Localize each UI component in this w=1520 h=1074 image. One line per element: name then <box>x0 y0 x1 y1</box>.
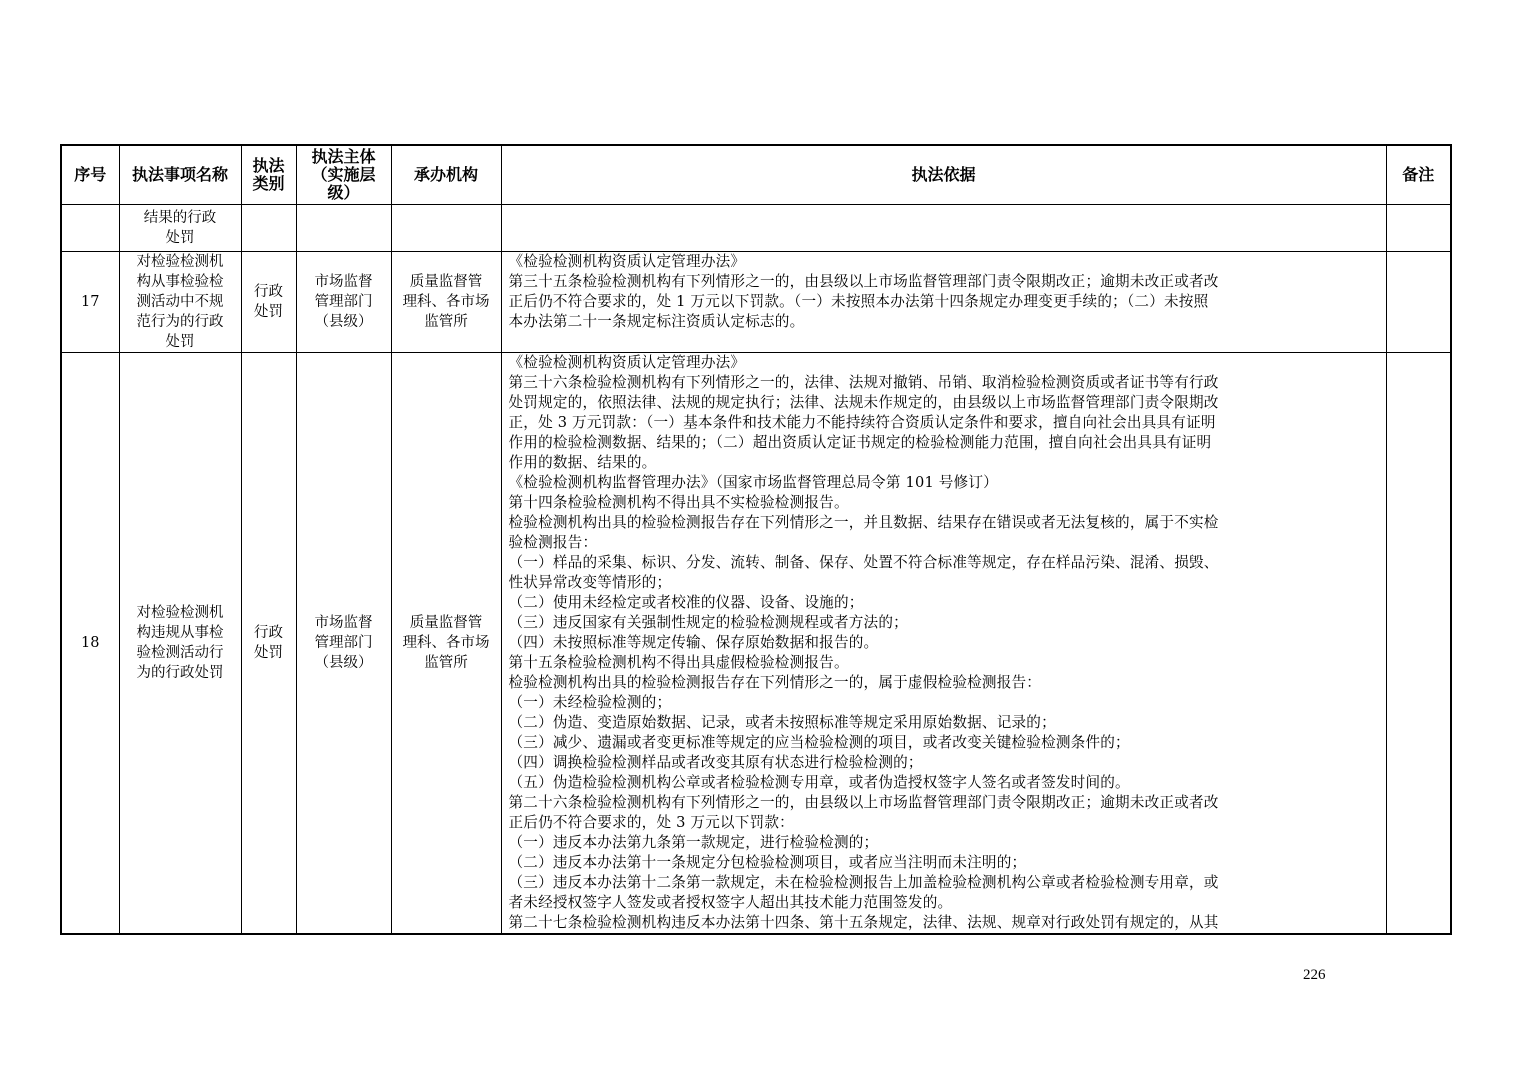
cell-office: 质量监督管 理科、各市场 监管所 <box>391 252 501 353</box>
header-no: 序号 <box>61 145 119 205</box>
basis-line: 验检测报告： <box>508 534 598 551</box>
basis-line: 正后仍不符合要求的，处 3 万元以下罚款： <box>508 814 794 831</box>
cell-no: 18 <box>61 353 119 935</box>
basis-line: 第三十六条检验检测机构有下列情形之一的，法律、法规对撤销、吊销、取消检验检测资质或者证书等有行政 <box>508 374 1219 391</box>
basis-line: （一）违反本办法第九条第一款规定，进行检验检测的； <box>508 834 879 851</box>
table-row-continued <box>61 205 1451 252</box>
cell-category: 行政 处罚 <box>241 252 296 353</box>
basis-line: 第二十六条检验检测机构有下列情形之一的，由县级以上市场监督管理部门责令限期改正；逾期未改正或者改 <box>508 794 1219 811</box>
enforcement-table <box>60 144 1452 935</box>
basis-line: （四）调换检验检测样品或者改变其原有状态进行检验检测的； <box>508 754 923 771</box>
cell-category <box>241 205 296 252</box>
basis-line: 检验检测机构出具的检验检测报告存在下列情形之一的，属于虚假检验检测报告： <box>508 674 1042 691</box>
table-row <box>61 252 1451 353</box>
page-number: 226 <box>1303 967 1326 983</box>
header-remark: 备注 <box>1386 145 1451 205</box>
cell-office: 质量监督管 理科、各市场 监管所 <box>391 353 501 935</box>
basis-line: （一）未经检验检测的； <box>508 694 672 711</box>
cell-no: 17 <box>61 252 119 353</box>
basis-line: 性状异常改变等情形的； <box>508 574 672 591</box>
basis-line: 者未经授权签字人签发或者授权签字人超出其技术能力范围签发的。 <box>508 894 953 911</box>
header-subject: 执法主体 （实施层 级） <box>296 145 391 205</box>
basis-line: （四）未按照标准等规定传输、保存原始数据和报告的。 <box>508 634 879 651</box>
basis-line: （二）伪造、变造原始数据、记录，或者未按照标准等规定采用原始数据、记录的； <box>508 714 1056 731</box>
cell-no <box>61 205 119 252</box>
cell-office <box>391 205 501 252</box>
basis-line: （二）使用未经检定或者校准的仪器、设备、设施的； <box>508 594 864 611</box>
basis-line: （三）违反国家有关强制性规定的检验检测规程或者方法的； <box>508 614 908 631</box>
basis-line: 处罚规定的，依照法律、法规的规定执行；法律、法规未作规定的，由县级以上市场监督管理部门责令限期改 <box>508 394 1219 411</box>
basis-line: （一）样品的采集、标识、分发、流转、制备、保存、处置不符合标准等规定，存在样品污染、混淆、损毁、 <box>508 554 1219 571</box>
cell-basis <box>501 252 1386 353</box>
basis-line: 《检验检测机构资质认定管理办法》 <box>508 253 746 270</box>
basis-line: 作用的检验检测数据、结果的；（二）超出资质认定证书规定的检验检测能力范围，擅自向社会出具具有证明 <box>508 434 1212 451</box>
basis-line: （三）违反本办法第十二条第一款规定，未在检验检测报告上加盖检验检测机构公章或者检验检测专用章，或 <box>508 874 1219 891</box>
basis-line: 检验检测机构出具的检验检测报告存在下列情形之一，并且数据、结果存在错误或者无法复核的，属于不实检 <box>508 514 1219 531</box>
basis-line: 正，处 3 万元罚款：（一）基本条件和技术能力不能持续符合资质认定条件和要求，擅自向社会出具具有证明 <box>508 414 1216 431</box>
cell-subject <box>296 205 391 252</box>
basis-line: 正后仍不符合要求的，处 1 万元以下罚款。（一）未按照本办法第十四条规定办理变更手续的；（二）未按照 <box>508 293 1209 310</box>
header-row <box>61 145 1451 205</box>
cell-category: 行政 处罚 <box>241 353 296 935</box>
cell-item-name: 对检验检测机 构从事检验检 测活动中不规 范行为的行政 处罚 <box>119 252 241 353</box>
cell-item-name: 对检验检测机 构违规从事检 验检测活动行 为的行政处罚 <box>119 353 241 935</box>
basis-line: 《检验检测机构资质认定管理办法》 <box>508 354 746 371</box>
cell-basis <box>501 205 1386 252</box>
cell-remark <box>1386 205 1451 252</box>
header-category: 执法 类别 <box>241 145 296 205</box>
cell-remark <box>1386 252 1451 353</box>
cell-basis <box>501 353 1386 935</box>
header-item-name: 执法事项名称 <box>119 145 241 205</box>
basis-line: 《检验检测机构监督管理办法》（国家市场监督管理总局令第 101 号修订） <box>508 474 998 491</box>
basis-line: 第三十五条检验检测机构有下列情形之一的，由县级以上市场监督管理部门责令限期改正；逾期未改正或者改 <box>508 273 1219 290</box>
cell-subject: 市场监督 管理部门 （县级） <box>296 353 391 935</box>
basis-line: 第十五条检验检测机构不得出具虚假检验检测报告。 <box>508 654 849 671</box>
table-row <box>61 353 1451 935</box>
basis-line: （三）减少、遗漏或者变更标准等规定的应当检验检测的项目，或者改变关键检验检测条件的； <box>508 734 1130 751</box>
header-basis: 执法依据 <box>501 145 1386 205</box>
cell-item-name: 结果的行政 处罚 <box>119 205 241 252</box>
basis-line: 第二十七条检验检测机构违反本办法第十四条、第十五条规定，法律、法规、规章对行政处罚有规定的，从其 <box>508 914 1219 931</box>
header-office: 承办机构 <box>391 145 501 205</box>
cell-subject: 市场监督 管理部门 （县级） <box>296 252 391 353</box>
cell-remark <box>1386 353 1451 935</box>
basis-line: 第十四条检验检测机构不得出具不实检验检测报告。 <box>508 494 849 511</box>
basis-line: 本办法第二十一条规定标注资质认定标志的。 <box>508 313 805 330</box>
basis-line: 作用的数据、结果的。 <box>508 454 657 471</box>
basis-line: （五）伪造检验检测机构公章或者检验检测专用章，或者伪造授权签字人签名或者签发时间的。 <box>508 774 1130 791</box>
basis-line: （二）违反本办法第十一条规定分包检验检测项目，或者应当注明而未注明的； <box>508 854 1027 871</box>
